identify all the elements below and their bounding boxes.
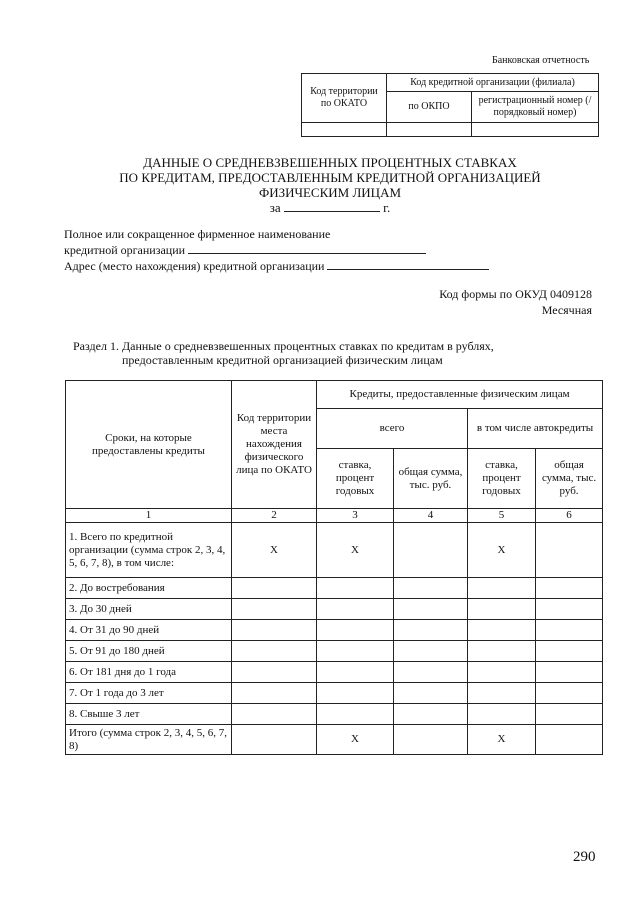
form-code: Код формы по ОКУД 0409128 <box>439 287 592 301</box>
cell-territory-code[interactable] <box>232 683 317 704</box>
cell-territory-code[interactable]: X <box>232 523 317 578</box>
section-line-1: Раздел 1. Данные о средневзвешенных процентных ставках по кредитам в рублях, <box>73 339 494 353</box>
title-line-2: ПО КРЕДИТАМ, ПРЕДОСТАВЛЕННЫМ КРЕДИТНОЙ ОРГАНИЗАЦИЕЙ <box>119 170 541 185</box>
cell-amount-total[interactable] <box>394 725 468 755</box>
cell-rate-auto[interactable] <box>468 662 536 683</box>
header-incl-auto: в том числе автокредиты <box>468 409 603 449</box>
cell-amount-total[interactable] <box>394 523 468 578</box>
title-line-3: ФИЗИЧЕСКИМ ЛИЦАМ <box>258 185 402 200</box>
cell-amount-auto[interactable] <box>536 578 603 599</box>
cell-rate-total[interactable] <box>317 620 394 641</box>
header-terms: Сроки, на которые предоставлены кредиты <box>66 381 232 509</box>
cell-territory-code[interactable] <box>232 578 317 599</box>
table-row <box>66 599 603 620</box>
cell-amount-total[interactable] <box>394 683 468 704</box>
credit-org-code-header: Код кредитной организации (филиала) <box>387 74 599 92</box>
row-label: 1. Всего по кредитной организации (сумма строк 2, 3, 4, 5, 6, 7, 8), в том числе: <box>66 523 232 578</box>
cell-rate-auto[interactable] <box>468 641 536 662</box>
table-row <box>66 725 603 755</box>
org-name-field[interactable] <box>188 242 426 254</box>
cell-rate-auto[interactable] <box>468 599 536 620</box>
rates-table <box>65 380 603 755</box>
cell-rate-auto[interactable] <box>468 578 536 599</box>
header-credits-group: Кредиты, предоставленные физическим лицам <box>317 381 603 409</box>
header-amount-total: общая сумма, тыс. руб. <box>394 449 468 509</box>
cell-amount-auto[interactable] <box>536 523 603 578</box>
code-table <box>301 73 599 137</box>
cell-amount-auto[interactable] <box>536 620 603 641</box>
reporting-type-label: Банковская отчетность <box>492 55 590 66</box>
table-row <box>66 641 603 662</box>
cell-amount-auto[interactable] <box>536 725 603 755</box>
cell-territory-code[interactable] <box>232 704 317 725</box>
org-info <box>64 227 564 273</box>
row-label: Итого (сумма строк 2, 3, 4, 5, 6, 7, 8) <box>66 725 232 755</box>
cell-territory-code[interactable] <box>232 620 317 641</box>
col-number: 6 <box>536 509 603 523</box>
page-number: 290 <box>573 849 596 865</box>
date-suffix: г. <box>383 200 391 215</box>
row-label: 4. От 31 до 90 дней <box>66 620 232 641</box>
cell-rate-total[interactable] <box>317 683 394 704</box>
cell-amount-total[interactable] <box>394 599 468 620</box>
form-periodicity: Месячная <box>541 303 592 317</box>
table-row <box>66 683 603 704</box>
col-number: 1 <box>66 509 232 523</box>
row-label: 2. До востребования <box>66 578 232 599</box>
col-number: 2 <box>232 509 317 523</box>
cell-amount-total[interactable] <box>394 662 468 683</box>
header-rate-total: ставка, процент годовых <box>317 449 394 509</box>
org-address-field[interactable] <box>327 258 489 270</box>
col-number: 5 <box>468 509 536 523</box>
col-number: 3 <box>317 509 394 523</box>
cell-amount-auto[interactable] <box>536 683 603 704</box>
cell-rate-total[interactable]: X <box>317 523 394 578</box>
cell-rate-auto[interactable]: X <box>468 523 536 578</box>
org-name-label-1: Полное или сокращенное фирменное наименование <box>64 227 331 241</box>
row-label: 7. От 1 года до 3 лет <box>66 683 232 704</box>
header-rate-auto: ставка, процент годовых <box>468 449 536 509</box>
cell-rate-total[interactable] <box>317 641 394 662</box>
cell-amount-auto[interactable] <box>536 704 603 725</box>
section-heading <box>73 339 603 367</box>
org-name-label-2: кредитной организации <box>64 243 186 257</box>
territory-code-value[interactable] <box>302 123 387 137</box>
col-number: 4 <box>394 509 468 523</box>
section-line-2: предоставленным кредитной организацией физическим лицам <box>122 353 443 367</box>
table-row <box>66 662 603 683</box>
title-date-line <box>0 200 640 215</box>
territory-code-header: Код территории по ОКАТО <box>302 74 387 123</box>
cell-rate-auto[interactable] <box>468 683 536 704</box>
form-code-block <box>400 287 592 317</box>
cell-territory-code[interactable] <box>232 641 317 662</box>
cell-territory-code[interactable] <box>232 599 317 620</box>
table-row <box>66 704 603 725</box>
cell-amount-auto[interactable] <box>536 641 603 662</box>
cell-territory-code[interactable] <box>232 662 317 683</box>
cell-territory-code[interactable] <box>232 725 317 755</box>
header-total: всего <box>317 409 468 449</box>
cell-rate-total[interactable] <box>317 578 394 599</box>
cell-rate-auto[interactable] <box>468 620 536 641</box>
row-label: 5. От 91 до 180 дней <box>66 641 232 662</box>
table-row <box>66 578 603 599</box>
cell-rate-total[interactable] <box>317 599 394 620</box>
header-territory-code: Код территории места нахождения физического лица по ОКАТО <box>232 381 317 509</box>
okpo-header: по ОКПО <box>387 92 472 123</box>
cell-amount-auto[interactable] <box>536 662 603 683</box>
date-prefix: за <box>269 200 281 215</box>
table-row <box>66 620 603 641</box>
cell-rate-total[interactable] <box>317 662 394 683</box>
row-label: 3. До 30 дней <box>66 599 232 620</box>
cell-amount-auto[interactable] <box>536 599 603 620</box>
org-address-label: Адрес (место нахождения) кредитной организации <box>64 259 325 273</box>
page-title <box>0 155 640 215</box>
column-number-row <box>66 509 603 523</box>
cell-amount-total[interactable] <box>394 641 468 662</box>
cell-amount-total[interactable] <box>394 578 468 599</box>
reg-number-value[interactable] <box>472 123 599 137</box>
title-line-1: ДАННЫЕ О СРЕДНЕВЗВЕШЕННЫХ ПРОЦЕНТНЫХ СТАВКАХ <box>143 155 517 170</box>
header-amount-auto: общая сумма, тыс. руб. <box>536 449 603 509</box>
cell-rate-total[interactable] <box>317 704 394 725</box>
cell-rate-auto[interactable] <box>468 704 536 725</box>
cell-amount-total[interactable] <box>394 704 468 725</box>
cell-rate-total[interactable]: X <box>317 725 394 755</box>
reg-number-header: регистрационный номер (/порядковый номер) <box>472 92 599 123</box>
table-row <box>66 523 603 578</box>
okpo-value[interactable] <box>387 123 472 137</box>
row-label: 6. От 181 дня до 1 года <box>66 662 232 683</box>
cell-rate-auto[interactable]: X <box>468 725 536 755</box>
row-label: 8. Свыше 3 лет <box>66 704 232 725</box>
cell-amount-total[interactable] <box>394 620 468 641</box>
date-field[interactable] <box>284 200 380 212</box>
